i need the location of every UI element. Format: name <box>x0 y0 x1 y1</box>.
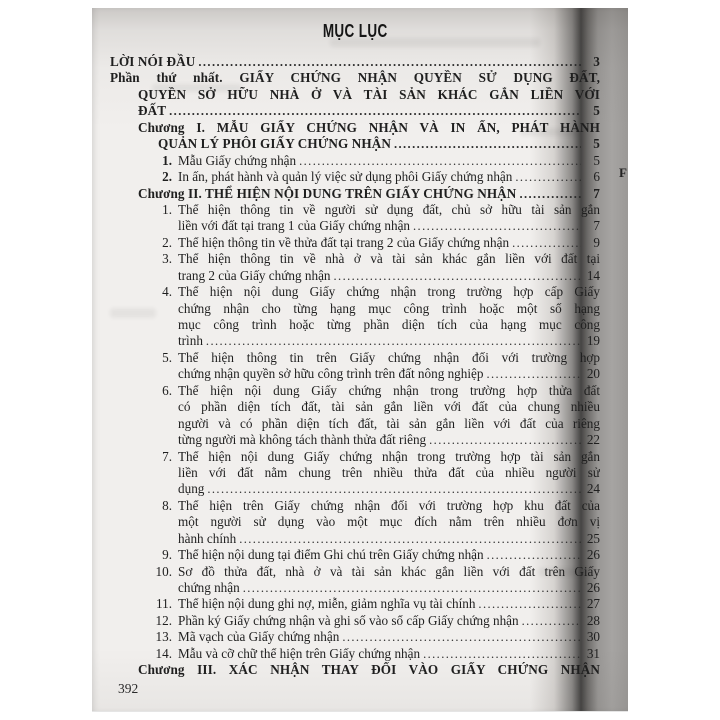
toc-line <box>110 136 600 152</box>
toc-line <box>110 284 600 300</box>
toc-line <box>110 580 600 596</box>
toc-page-number: 6 <box>593 169 600 185</box>
toc-lines <box>110 54 600 679</box>
toc-item-text: Phần ký Giấy chứng nhận và ghi số vào sổ cấp Giấy chứng nhận <box>178 612 519 628</box>
toc-line <box>110 449 600 465</box>
toc-item-text: Thể hiện nội dung Giấy chứng nhận trong trường hợp cấp Giấy <box>178 284 600 300</box>
toc-page-number: 5 <box>593 152 600 168</box>
toc-page-number: 31 <box>586 645 600 661</box>
toc-line <box>110 564 600 580</box>
toc-page-number: 27 <box>586 596 600 612</box>
dot-leader <box>486 366 581 382</box>
toc-page-number: 5 <box>593 136 600 152</box>
dot-leader <box>478 596 581 612</box>
toc-item-text: Mẫu và cỡ chữ thể hiện trên Giấy chứng nhận <box>178 645 421 661</box>
dot-leader <box>334 268 581 284</box>
toc-page-number: 22 <box>586 432 600 448</box>
toc-item-number: 2. <box>162 234 172 250</box>
dot-leader <box>423 646 581 662</box>
folio-page-number: 392 <box>118 681 139 696</box>
toc-item-text: Thể hiện nội dung Giấy chứng nhận trong trường hợp thửa đất <box>178 382 600 398</box>
toc-line <box>110 153 600 169</box>
toc-item-text: Sơ đồ thửa đất, nhà ở và tài sản khác gắn liền với đất trên Giấy <box>178 563 600 579</box>
dot-leader <box>487 547 581 563</box>
toc-item-text: hành chính <box>178 530 237 546</box>
toc-page-number: 3 <box>593 54 600 69</box>
toc-item-number: 14. <box>155 645 172 661</box>
toc-line <box>110 333 600 349</box>
toc-item-text: Thể hiện nội dung tại điểm Ghi chú trên Giấy chứng nhận <box>178 547 484 563</box>
toc-item-number: 7. <box>162 448 172 464</box>
toc-item-text: liền với đất nằm chung trên nhiều thửa đất của nhiều người sử <box>178 464 600 480</box>
toc-line <box>110 613 600 629</box>
toc-line <box>110 514 600 530</box>
toc-line <box>110 465 600 481</box>
toc-page-number: 5 <box>593 103 600 119</box>
toc-item-text: Phần thứ nhất. GIẤY CHỨNG NHẬN QUYỀN SỬ DỤNG ĐẤT, <box>110 70 600 86</box>
dot-leader <box>207 481 581 497</box>
book-page-photo <box>92 8 628 711</box>
toc-page-number: 7 <box>593 218 600 234</box>
toc-page-number: 24 <box>586 481 600 497</box>
toc-page-number: 30 <box>586 629 600 645</box>
toc-page-number: 26 <box>586 547 600 563</box>
toc-line <box>110 317 600 333</box>
toc-line <box>110 662 600 678</box>
toc-item-text: Chương II. THỂ HIỆN NỘI DUNG TRÊN GIẤY CHỨNG NHẬN <box>138 185 517 201</box>
toc-item-text: người và có phần diện tích đất, tài sản gắn liền với đất của riêng <box>178 415 600 431</box>
toc-line <box>110 235 600 251</box>
toc-item-text: trình <box>178 333 203 349</box>
toc-line <box>110 120 600 136</box>
dot-leader <box>342 629 581 645</box>
toc-item-text: Mẫu Giấy chứng nhận <box>178 152 297 168</box>
toc-item-text: Chương I. MẪU GIẤY CHỨNG NHẬN VÀ IN ẤN, PHÁT HÀNH <box>138 119 600 135</box>
toc-line <box>110 350 600 366</box>
toc-item-text: QUẢN LÝ PHÔI GIẤY CHỨNG NHẬN <box>158 136 391 152</box>
toc-item-number: 8. <box>162 497 172 513</box>
toc-line <box>110 268 600 284</box>
toc-item-number: 2. <box>162 169 172 185</box>
page-title <box>110 21 600 43</box>
toc-line <box>110 399 600 415</box>
toc-item-number: 4. <box>162 284 172 300</box>
toc-line <box>110 103 600 119</box>
toc-line <box>110 629 600 645</box>
toc-item-text: trang 2 của Giấy chứng nhận <box>178 267 331 283</box>
adjacent-page-text-fragment: F <box>619 165 627 180</box>
dot-leader <box>413 218 581 234</box>
toc-item-text: chứng nhận cho từng hạng mục công trình hoặc một số hạng <box>178 300 600 316</box>
toc-line <box>110 251 600 267</box>
toc-page-number: 26 <box>586 580 600 595</box>
toc-page-number: 20 <box>586 366 600 382</box>
toc-item-text: In ấn, phát hành và quản lý việc sử dụng phôi Giấy chứng nhận <box>178 169 513 185</box>
toc-item-text: Thể hiện nội dung Giấy chứng nhận trong trường hợp tài sản gắn <box>178 448 600 464</box>
toc-item-number: 10. <box>155 563 172 579</box>
toc-item-number: 13. <box>155 629 172 645</box>
toc-item-number: 6. <box>162 382 172 398</box>
toc-line <box>110 383 600 399</box>
toc-item-number: 9. <box>162 547 172 563</box>
toc-item-text: Thể hiện thông tin về người sử dụng đất, chủ sở hữu tài sản gắn <box>178 201 600 217</box>
dot-leader <box>198 54 581 70</box>
toc-item-text: chứng nhận quyền sở hữu công trình trên đất nông nghiệp <box>178 366 484 382</box>
dot-leader <box>206 333 581 349</box>
toc-line <box>110 366 600 382</box>
toc-item-number: 3. <box>162 251 172 267</box>
toc-line <box>110 54 600 70</box>
toc-page-number: 19 <box>586 333 600 349</box>
toc-item-text: LỜI NÓI ĐẦU <box>110 54 196 69</box>
dot-leader <box>239 531 581 547</box>
toc-page-number: 14 <box>586 267 600 283</box>
toc-item-text: chứng nhận <box>178 580 240 595</box>
toc-item-text: Thể hiện thông tin về nhà ở và tài sản khác gắn liền với đất tại <box>178 251 600 267</box>
toc-item-number: 11. <box>156 596 172 612</box>
toc-line <box>110 646 600 662</box>
dot-leader <box>243 580 581 596</box>
toc-page-number: 28 <box>586 612 600 628</box>
toc-page-number: 7 <box>593 185 600 201</box>
dot-leader <box>394 136 581 152</box>
toc-item-text: Thể hiện thông tin về thửa đất tại trang 2 của Giấy chứng nhận <box>178 234 510 250</box>
toc-page-number: 9 <box>593 234 600 250</box>
toc-item-text: mục công trình hoặc từng phần diện tích của hạng mục công <box>178 317 600 332</box>
toc-line <box>110 186 600 202</box>
toc-item-text: QUYỀN SỞ HỮU NHÀ Ở VÀ TÀI SẢN KHÁC GẮN LIỀN VỚI <box>138 86 600 102</box>
dot-leader <box>512 235 581 251</box>
page-title-text: MỤC LỤC <box>322 21 388 41</box>
table-of-contents <box>110 21 600 679</box>
dot-leader <box>299 153 581 169</box>
toc-item-text: liền với đất tại trang 1 của Giấy chứng nhận <box>178 218 411 234</box>
dot-leader <box>169 103 581 119</box>
toc-item-number: 1. <box>162 201 172 217</box>
toc-line <box>110 481 600 497</box>
dot-leader <box>522 613 581 629</box>
toc-line <box>110 432 600 448</box>
toc-item-text: từng người mà không tách thành thửa đất riêng <box>178 432 427 448</box>
toc-line <box>110 70 600 86</box>
toc-line <box>110 547 600 563</box>
toc-line <box>110 596 600 612</box>
toc-item-text: ĐẤT <box>138 103 167 119</box>
toc-line <box>110 416 600 432</box>
toc-item-text: Chương III. XÁC NHẬN THAY ĐỔI VÀO GIẤY CHỨNG NHẬN <box>138 662 600 678</box>
toc-item-text: một người sử dụng vào một mục đích nằm trên nhiều đơn vị <box>178 514 600 530</box>
toc-item-text: Thể hiện nội dung ghi nợ, miễn, giảm nghĩa vụ tài chính <box>178 596 476 612</box>
toc-line <box>110 218 600 234</box>
toc-line <box>110 202 600 218</box>
toc-item-text: có phần diện tích đất, tài sản gắn liền với đất của chung nhiều <box>178 399 600 415</box>
toc-line <box>110 169 600 185</box>
toc-item-text: Mã vạch của Giấy chứng nhận <box>178 629 340 645</box>
dot-leader <box>429 432 581 448</box>
toc-item-text: Thể hiện trên Giấy chứng nhận đối với trường hợp khu đất của <box>178 497 600 513</box>
toc-line <box>110 498 600 514</box>
toc-item-text: Thể hiện thông tin trên Giấy chứng nhận đối với trường hợp <box>178 349 600 365</box>
dot-leader <box>515 169 581 185</box>
toc-line <box>110 531 600 547</box>
toc-line <box>110 87 600 103</box>
toc-item-number: 5. <box>162 349 172 365</box>
toc-item-number: 12. <box>155 612 172 628</box>
toc-item-number: 1. <box>162 152 172 168</box>
toc-page-number: 25 <box>586 530 600 546</box>
toc-line <box>110 301 600 317</box>
toc-item-text: dụng <box>178 481 205 497</box>
dot-leader <box>519 186 581 202</box>
